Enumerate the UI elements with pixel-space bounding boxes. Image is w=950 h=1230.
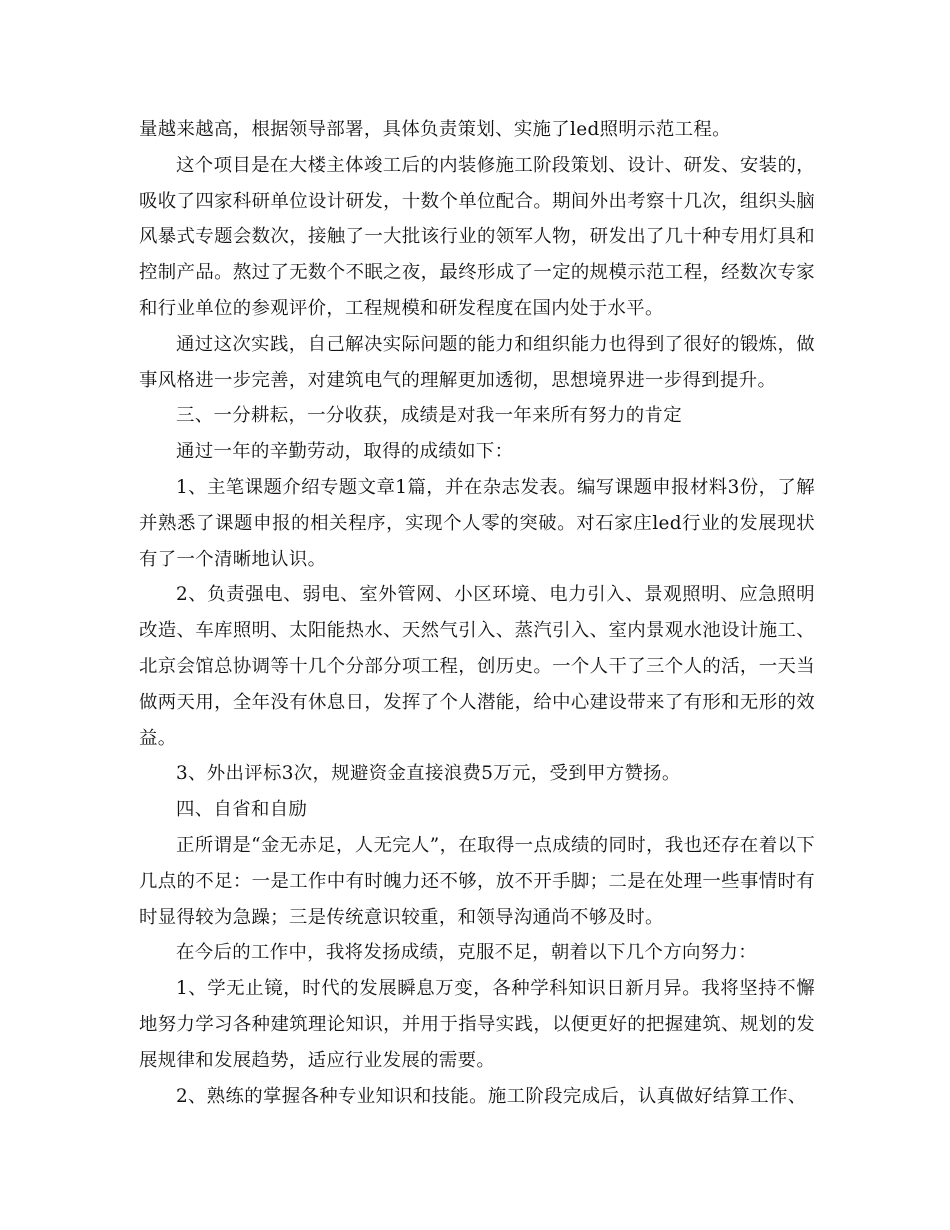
- paragraph-achievements-intro: 通过一年的辛勤劳动，取得的成绩如下：: [176, 441, 514, 463]
- paragraph-continuation: 量越来越高，根据领导部署，具体负责策划、实施了led照明示范工程。: [139, 119, 731, 140]
- document-body: [139, 112, 815, 1114]
- section-heading-4: 四、自省和自励: [176, 799, 308, 821]
- paragraph-practice-summary: 通过这次实践，自己解决实际问题的能力和组织能力也得到了很好的锻炼，做事风格进一步完善，对建筑电气的理解更加透彻，思想境界进一步得到提升。: [139, 333, 815, 391]
- list-item-goal-1: 1、学无止镜，时代的发展瞬息万变，各种学科知识日新月异。我将坚持不懈地努力学习各种建筑理论知识，并用于指导实践，以便更好的把握建筑、规划的发展规律和发展趋势，适应行业发展的需要。: [139, 978, 815, 1071]
- paragraph-shortcomings: 正所谓是“金无赤足，人无完人”，在取得一点成绩的同时，我也还存在着以下几点的不足：一是工作中有时魄力还不够，放不开手脚；二是在处理一些事情时有时显得较为急躁；三是传统意识较重，和领导沟通尚不够及时。: [139, 834, 815, 928]
- list-item-goal-2: 2、熟练的掌握各种专业知识和技能。施工阶段完成后，认真做好结算工作、: [176, 1085, 807, 1107]
- list-item-achievement-1: 1、主笔课题介绍专题文章1篇，并在杂志发表。编写课题申报材料3份，了解并熟悉了课题申报的相关程序，实现个人零的突破。对石家庄led行业的发展现状有了一个清晰地认识。: [139, 476, 815, 570]
- list-item-achievement-2: 2、负责强电、弱电、室外管网、小区环境、电力引入、景观照明、应急照明改造、车库照明、太阳能热水、天然气引入、蒸汽引入、室内景观水池设计施工、北京会馆总协调等十几个分部分项工程，创历史。一个人干了三个人的活，一天当做两天用，全年没有休息日，发挥了个人潜能，给中心建设带来了有形和无形的效益。: [139, 584, 815, 749]
- paragraph-future-intro: 在今后的工作中，我将发扬成绩，克服不足，朝着以下几个方向努力：: [176, 942, 757, 964]
- list-item-achievement-3: 3、外出评标3次，规避资金直接浪费5万元，受到甲方赞扬。: [176, 763, 681, 785]
- paragraph-project-description: 这个项目是在大楼主体竣工后的内装修施工阶段策划、设计、研发、安装的，吸收了四家科研单位设计研发，十数个单位配合。期间外出考察十几次，组织头脑风暴式专题会数次，接触了一大批该行业的领军人物，研发出了几十种专用灯具和控制产品。熬过了无数个不眠之夜，最终形成了一定的规模示范工程，经数次专家和行业单位的参观评价，工程规模和研发程度在国内处于水平。: [139, 154, 815, 319]
- section-heading-3: 三、一分耕耘，一分收获，成绩是对我一年来所有努力的肯定: [176, 405, 682, 427]
